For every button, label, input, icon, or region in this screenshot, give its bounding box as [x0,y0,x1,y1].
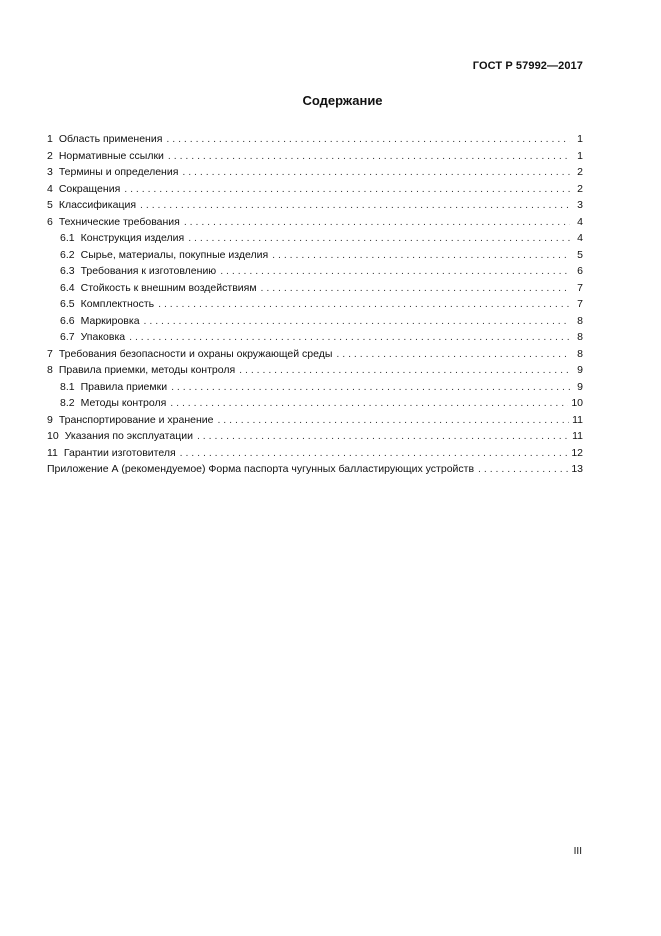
toc-entry-label [60,329,125,346]
toc-entry-page: 2 [577,182,583,195]
toc-dot-leader [272,247,570,264]
toc-entry-label [60,379,167,396]
toc-dot-leader [158,296,570,313]
toc-entry-page: 10 [571,397,583,409]
toc-entry[interactable] [47,461,583,478]
toc-entry-page: 8 [577,331,583,343]
toc-entry-text: Стойкость к внешним воздействиям [80,281,257,294]
toc-dot-leader [217,412,569,429]
toc-entry-label [47,428,193,445]
toc-entry-number: 6.7 [60,331,75,343]
toc-entry[interactable] [47,412,583,429]
toc-entry-text: Транспортирование и хранение [58,413,214,426]
toc-entry-number: 6 [47,215,53,228]
toc-entry[interactable] [47,181,583,198]
toc-dot-leader [182,164,570,181]
toc-entry[interactable] [47,197,583,214]
toc-entry-text: Приложение А (рекомендуемое) Форма паспорта чугунных балластирующих устройств [47,463,475,475]
toc-entry[interactable] [47,313,583,330]
toc-entry-page: 2 [577,166,583,178]
toc-entry-page: 5 [577,248,583,261]
toc-entry-page: 9 [577,380,583,393]
toc-entry-text: Сокращения [58,182,121,195]
toc-entry-label [60,296,154,313]
toc-entry-number: 6.2 [60,248,75,261]
toc-entry[interactable] [47,445,583,462]
toc-entry-label [60,313,140,330]
toc-entry-page: 7 [577,298,583,310]
toc-entry[interactable] [47,230,583,247]
toc-entry-number: 6.6 [60,314,75,327]
toc-entry-page: 1 [577,133,583,145]
toc-entry-label [60,395,166,412]
toc-entry-text: Область применения [58,133,163,145]
toc-dot-leader [144,313,570,330]
toc-dot-leader [239,362,570,379]
toc-entry[interactable] [47,164,583,181]
toc-entry-label [47,412,213,429]
toc-dot-leader [129,329,570,346]
toc-entry-label [47,461,474,478]
toc-entry-page: 4 [577,232,583,244]
toc-entry-label [47,362,235,379]
toc-entry[interactable] [47,148,583,165]
toc-entry-number: 6.5 [60,298,75,310]
toc-entry-text: Комплектность [80,298,155,310]
standard-code: ГОСТ Р 57992—2017 [472,60,583,72]
table-of-contents [47,131,583,478]
toc-entry-page: 4 [577,215,583,228]
toc-entry-label [47,214,180,231]
toc-entry-label [47,197,136,214]
toc-entry[interactable] [47,280,583,297]
toc-entry-number: 1 [47,133,53,145]
toc-entry-text: Классификация [58,199,137,211]
toc-entry-text: Указания по эксплуатации [64,430,193,442]
toc-dot-leader [478,461,568,478]
toc-dot-leader [166,131,570,148]
toc-entry-page: 13 [571,463,583,475]
toc-entry-text: Термины и определения [58,166,179,178]
toc-entry-page: 7 [577,281,583,294]
toc-entry-text: Маркировка [80,314,140,327]
toc-entry-label [47,164,178,181]
toc-dot-leader [124,181,570,198]
toc-entry[interactable] [47,428,583,445]
toc-entry[interactable] [47,247,583,264]
toc-entry-label [60,247,268,264]
toc-entry-label [47,131,162,148]
toc-entry-number: 6.1 [60,232,75,244]
toc-dot-leader [140,197,570,214]
toc-entry-page: 6 [577,265,583,277]
toc-entry-text: Правила приемки, методы контроля [58,364,236,376]
toc-entry-label [60,280,257,297]
toc-dot-leader [261,280,570,297]
toc-entry-number: 5 [47,199,53,211]
toc-entry-number: 8.2 [60,397,75,409]
toc-entry-page: 8 [577,347,583,360]
toc-entry-label [60,230,184,247]
toc-dot-leader [188,230,570,247]
toc-entry-number: 9 [47,413,53,426]
toc-entry[interactable] [47,379,583,396]
toc-dot-leader [184,214,570,231]
toc-entry-label [47,148,164,165]
toc-entry-page: 8 [577,314,583,327]
toc-dot-leader [171,379,570,396]
toc-entry-label [47,445,176,462]
toc-entry-text: Конструкция изделия [80,232,185,244]
toc-entry-number: 7 [47,347,53,360]
toc-entry-page: 9 [577,364,583,376]
toc-entry[interactable] [47,362,583,379]
toc-dot-leader [336,346,570,363]
toc-entry-text: Технические требования [58,215,180,228]
toc-dot-leader [168,148,570,165]
toc-entry[interactable] [47,346,583,363]
toc-dot-leader [220,263,570,280]
toc-entry-number: 3 [47,166,53,178]
toc-entry-number: 8.1 [60,380,75,393]
toc-entry-page: 1 [577,149,583,162]
toc-entry-number: 6.3 [60,265,75,277]
toc-entry-label [47,346,332,363]
toc-entry[interactable] [47,131,583,148]
toc-entry-page: 11 [572,413,583,426]
toc-entry[interactable] [47,263,583,280]
toc-dot-leader [170,395,568,412]
toc-entry[interactable] [47,395,583,412]
toc-entry-text: Требования к изготовлению [80,265,217,277]
toc-entry-page: 3 [577,199,583,211]
toc-dot-leader [180,445,569,462]
toc-entry-page: 12 [571,446,583,459]
toc-entry-text: Сырье, материалы, покупные изделия [80,248,269,261]
toc-entry[interactable] [47,329,583,346]
toc-dot-leader [197,428,569,445]
toc-entry-text: Нормативные ссылки [58,149,164,162]
toc-entry-number: 10 [47,430,59,442]
toc-entry-text: Требования безопасности и охраны окружающей среды [58,347,333,360]
toc-entry-text: Методы контроля [80,397,167,409]
toc-entry-number: 11 [47,446,58,459]
toc-entry-text: Гарантии изготовителя [63,446,176,459]
toc-entry-number: 4 [47,182,53,195]
toc-entry-number: 6.4 [60,281,75,294]
toc-entry-text: Правила приемки [80,380,168,393]
toc-entry-label [60,263,216,280]
toc-title: Содержание [302,93,383,108]
toc-entry[interactable] [47,296,583,313]
toc-entry-text: Упаковка [80,331,126,343]
toc-entry[interactable] [47,214,583,231]
toc-entry-page: 11 [572,430,583,442]
toc-entry-label [47,181,120,198]
toc-entry-number: 8 [47,364,53,376]
page-number: III [573,846,582,857]
toc-entry-number: 2 [47,149,53,162]
